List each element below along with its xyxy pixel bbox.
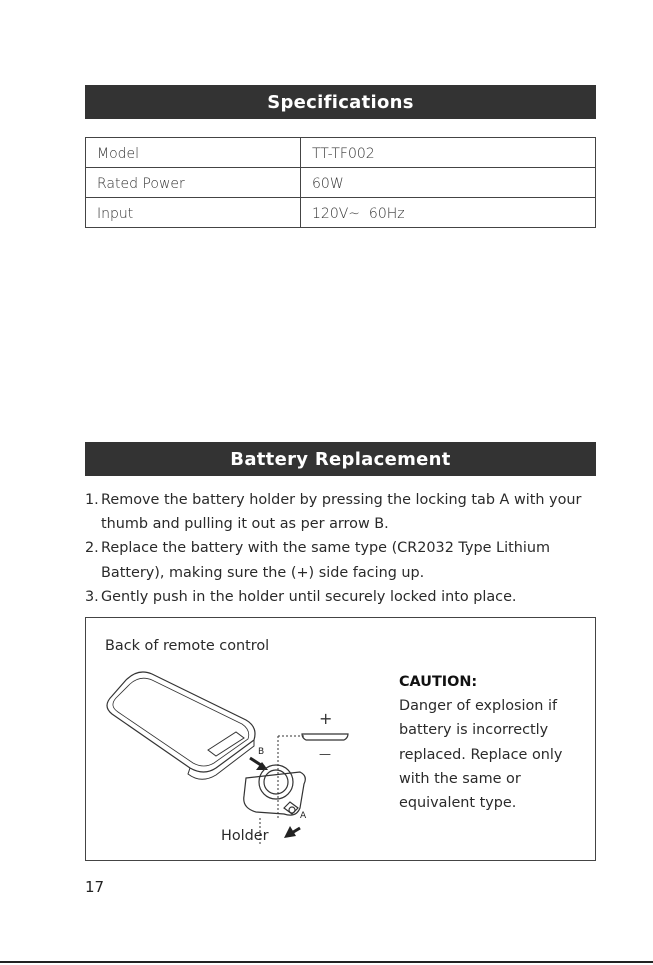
spec-label: Input	[86, 198, 301, 228]
battery-holder-drawing	[244, 765, 306, 815]
step-text: Replace the battery with the same type (CR2032 Type Lithium Battery), making sure the (+) side facing up.	[101, 540, 550, 581]
table-row	[86, 138, 596, 168]
step-number: 1.	[85, 492, 99, 508]
caution-text: Danger of explosion if battery is incorrectly replaced. Replace only with the same or equivalent type.	[399, 698, 563, 812]
step-number: 3.	[85, 588, 99, 605]
list-item	[85, 488, 600, 536]
table-row	[86, 168, 596, 198]
page-number: 17	[85, 878, 105, 896]
remote-control-drawing	[107, 672, 255, 779]
back-of-remote-label: Back of remote control	[105, 638, 270, 654]
spec-label: Model	[86, 138, 301, 168]
arrow-a-label: A	[300, 811, 307, 821]
caution-note	[399, 670, 589, 815]
battery-replacement-heading: Battery Replacement	[85, 442, 596, 476]
holder-label: Holder	[221, 828, 269, 844]
step-text: Remove the battery holder by pressing the locking tab A with your thumb and pulling it out as per arrow B.	[101, 492, 582, 533]
bottom-rule	[0, 961, 653, 963]
spec-value: TT-TF002	[301, 138, 596, 168]
table-row	[86, 198, 596, 228]
minus-sign: —	[319, 747, 331, 761]
spec-label: Rated Power	[86, 168, 301, 198]
battery-illustration-box	[85, 617, 596, 861]
replacement-steps	[85, 488, 600, 609]
spec-value: 120V~ 60Hz	[301, 198, 596, 228]
specifications-heading: Specifications	[85, 85, 596, 119]
specifications-table	[85, 137, 596, 228]
step-text: Gently push in the holder until securely locked into place.	[101, 588, 517, 605]
list-item	[85, 585, 600, 609]
list-item	[85, 536, 600, 584]
arrow-a-drawing	[284, 826, 300, 838]
plus-sign: +	[319, 709, 333, 728]
step-number: 2.	[85, 540, 99, 557]
coin-battery-drawing	[302, 734, 348, 740]
arrow-b-label: B	[258, 747, 265, 757]
spec-value: 60W	[301, 168, 596, 198]
caution-heading: CAUTION:	[399, 674, 478, 690]
